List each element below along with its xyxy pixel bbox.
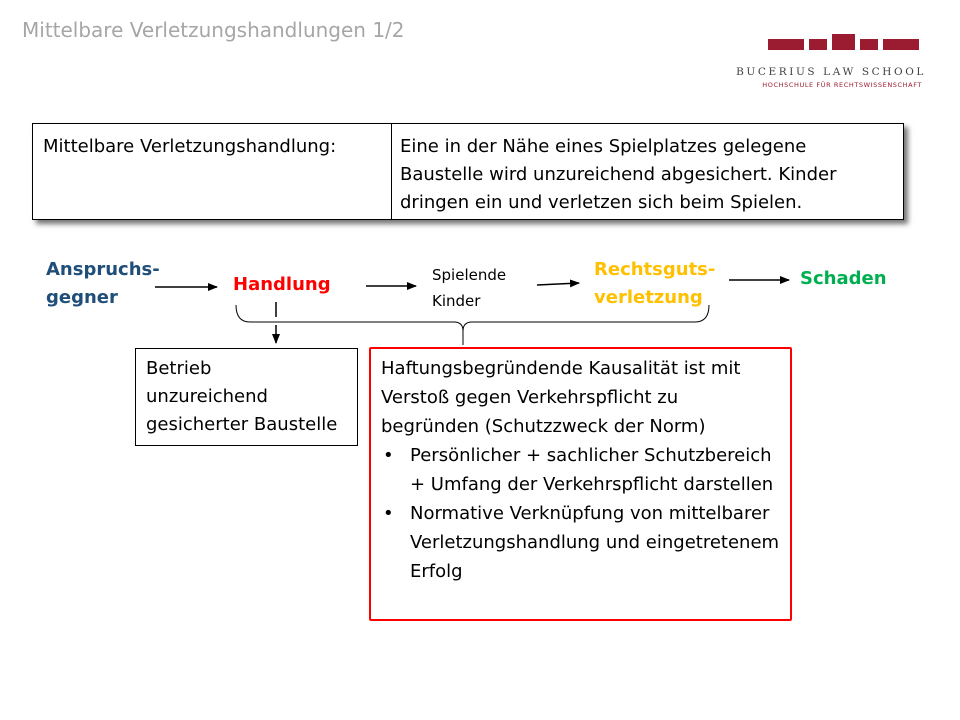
- kausalitaet-list: [381, 441, 780, 586]
- chain-schaden: Schaden: [800, 268, 887, 289]
- chain-handlung: Handlung: [233, 274, 331, 295]
- betrieb-box: Betrieb unzureichend gesicherter Baustelle: [135, 348, 358, 446]
- list-item: • Normative Verknüpfung von mittelbarer Verletzungshandlung und eingetretenem Erfolg: [381, 499, 780, 586]
- slide-title: Mittelbare Verletzungshandlungen 1/2: [22, 18, 405, 42]
- kausalitaet-intro: Haftungsbegründende Kausalität ist mit Verstoß gegen Verkehrspflicht zu begründen (Schutzzweck der Norm): [381, 358, 741, 437]
- definition-term: Mittelbare Verletzungshandlung:: [33, 124, 392, 219]
- chain-rechtsgutsverletzung: Rechtsguts- verletzung: [594, 259, 716, 308]
- arrow-kinder-rechtsgut: [537, 283, 579, 285]
- bullet-icon: •: [383, 503, 394, 524]
- kausalitaet-box: [369, 347, 792, 621]
- chain-spielende-kinder: Spielende Kinder: [432, 266, 507, 310]
- chain-anspruchsgegner: Anspruchs- gegner: [46, 259, 160, 308]
- list-item: • Persönlicher + sachlicher Schutzbereich + Umfang der Verkehrspflicht darstellen: [381, 441, 780, 499]
- logo-name: BUCERIUS LAW SCHOOL: [736, 66, 926, 78]
- logo-subtitle: HOCHSCHULE FÜR RECHTSWISSENSCHAFT: [762, 81, 922, 89]
- definition-description: Eine in der Nähe eines Spielplatzes gelegene Baustelle wird unzureichend abgesichert. Kinder dringen ein und verletzen sich beim Spielen.: [400, 136, 837, 213]
- bullet-icon: •: [383, 445, 394, 466]
